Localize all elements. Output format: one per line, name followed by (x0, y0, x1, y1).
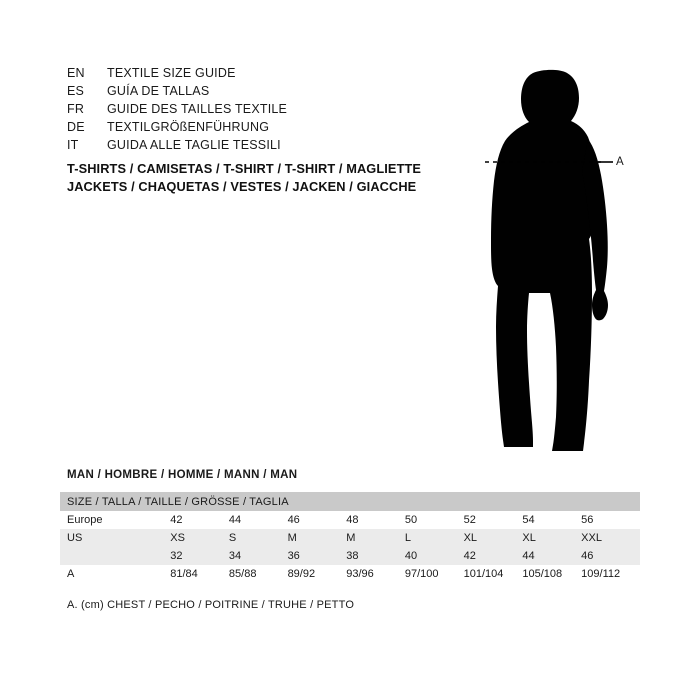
row-cell: XL (463, 532, 478, 544)
row-cell: M (287, 532, 297, 544)
row-cell: 38 (346, 550, 359, 562)
language-row (67, 138, 447, 156)
row-cell: 36 (287, 550, 300, 562)
row-cell: 46 (581, 550, 594, 562)
male-body-figure (455, 55, 655, 455)
language-row (67, 102, 447, 120)
row-label: A (67, 568, 75, 580)
language-row (67, 84, 447, 102)
row-cell: 48 (346, 514, 359, 526)
row-cell: 101/104 (463, 568, 504, 580)
language-text: GUIDE DES TAILLES TEXTILE (107, 102, 288, 116)
row-cell: 42 (463, 550, 476, 562)
garment-category-list (67, 160, 467, 196)
language-code: IT (67, 138, 79, 152)
row-cell: 105/108 (522, 568, 563, 580)
row-cell: 32 (170, 550, 183, 562)
row-cell: XXL (581, 532, 602, 544)
row-cell: 40 (404, 550, 418, 562)
row-cell: 44 (228, 514, 242, 526)
row-cell: 85/88 (228, 568, 257, 580)
table-row (60, 547, 640, 565)
row-cell: 34 (228, 550, 242, 562)
garment-category: T-SHIRTS / CAMISETAS / T-SHIRT / T-SHIRT / MAGLIETTE (67, 161, 422, 176)
row-cell: 81/84 (170, 568, 198, 580)
measure-label-a: A (616, 156, 624, 168)
language-code: FR (67, 102, 85, 116)
row-cell: 42 (170, 514, 183, 526)
table-row (60, 511, 640, 529)
body-silhouette-icon (455, 55, 655, 455)
table-header-label: SIZE / TALLA / TAILLE / GRÖSSE / TAGLIA (67, 495, 289, 508)
language-text: TEXTILE SIZE GUIDE (107, 66, 236, 80)
row-cell: S (228, 532, 237, 544)
row-cell: 52 (463, 514, 476, 526)
row-cell: 89/92 (287, 568, 316, 580)
table-row (60, 529, 640, 547)
table-header-row (60, 492, 640, 511)
row-cell: 93/96 (346, 568, 374, 580)
row-cell: 56 (581, 514, 594, 526)
row-label: Europe (67, 514, 103, 526)
row-cell: L (404, 532, 411, 544)
row-cell: XS (170, 532, 185, 544)
language-row (67, 66, 447, 84)
garment-category: JACKETS / CHAQUETAS / VESTES / JACKEN / GIACCHE (67, 179, 417, 194)
row-cell: M (346, 532, 356, 544)
language-row (67, 120, 447, 138)
size-table (60, 492, 640, 583)
language-text: TEXTILGRÖßENFÜHRUNG (107, 120, 270, 134)
table-row (60, 565, 640, 583)
row-cell: 46 (287, 514, 300, 526)
row-cell: 54 (522, 514, 535, 526)
language-code: DE (67, 120, 85, 134)
row-label (60, 547, 170, 565)
row-cell: XL (522, 532, 536, 544)
row-label: US (67, 532, 83, 544)
language-text: GUIDA ALLE TAGLIE TESSILI (107, 138, 281, 152)
language-text: GUÍA DE TALLAS (107, 84, 210, 98)
table-footnote: A. (cm) CHEST / PECHO / POITRINE / TRUHE / PETTO (67, 599, 355, 611)
row-cell: 44 (522, 550, 535, 562)
language-code: ES (67, 84, 85, 98)
row-cell: 50 (404, 514, 418, 526)
row-cell: 97/100 (404, 568, 439, 580)
language-list (67, 66, 447, 156)
table-title: MAN / HOMBRE / HOMME / MANN / MAN (67, 469, 298, 481)
language-code: EN (67, 66, 85, 80)
row-cell: 109/112 (581, 568, 621, 580)
